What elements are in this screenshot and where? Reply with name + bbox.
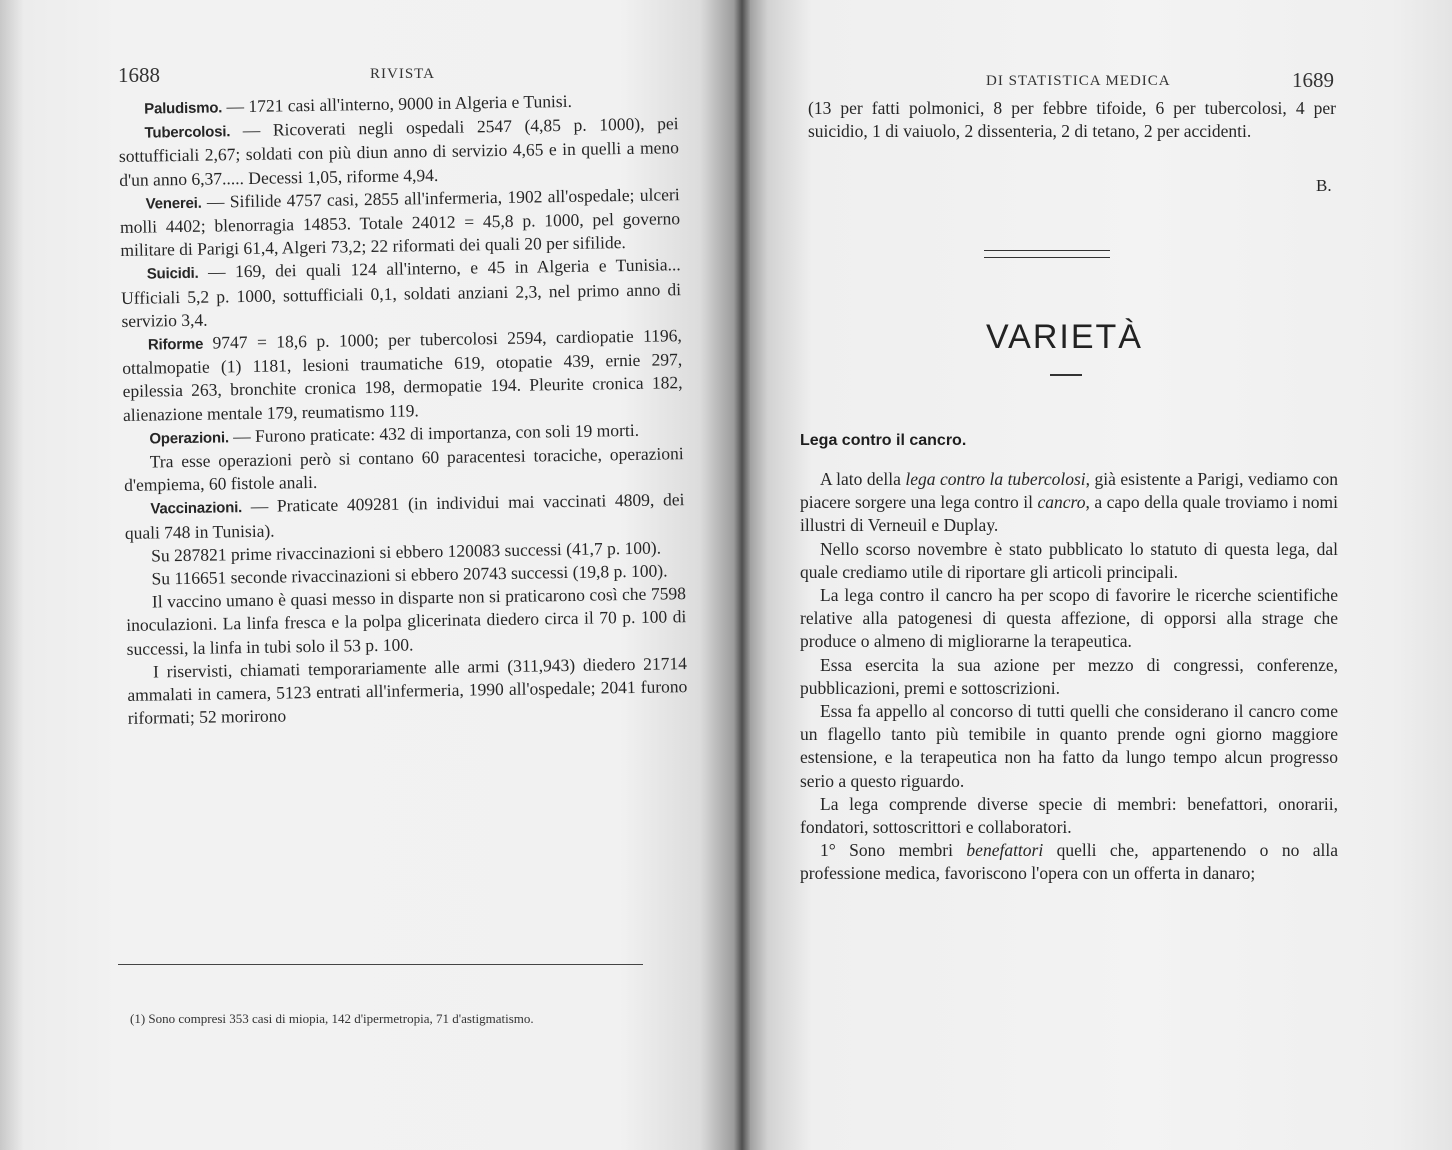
paragraph-text: — Furono praticate: 432 di importanza, con soli 19 morti. [228,419,640,447]
paragraph-text: 9747 = 18,6 p. 1000; per tubercolosi 2594, cardiopatie 1196, ottalmopatie (1) 1181, lesioni traumatiche 619, otopatie 439, ernie 297, epilessia 263, bronchite cronica 198, dermopatie 194. Pleurite cronica 182, alienazione mentale 179, reumatismo 119. [122,325,683,425]
paragraph-label: Vaccinazioni. [150,499,243,518]
paragraph-label: Tubercolosi. [144,123,231,142]
paragraph-text: — 1721 casi all'interno, 9000 in Algeria e Tunisi. [222,90,573,117]
right-continuation-text [808,97,1336,143]
section-title: VARIETÀ [986,318,1143,356]
running-head-left: RIVISTA [370,66,435,82]
paragraph [800,468,1338,538]
paragraph-text: — Sifilide 4757 casi, 2855 all'infermeria, 1902 all'ospedale; ulceri molli 4402; blenorragia 14853. Totale 24012 = 45,8 p. 1000, pel governo militare di Parigi 61,4, Algeri 73,2; 22 riformati dei quali 20 per sifilide. [119,184,681,261]
footnote-rule [118,964,643,965]
text-run: , già esistente a Parigi, vediamo con piacere sorgere una lega contro il [800,469,1339,513]
running-head-right: DI STATISTICA MEDICA [986,73,1171,89]
italic-run: cancro [1037,492,1086,513]
continuation-paragraph: (13 per fatti polmonici, 8 per febbre tifoide, 6 per tubercolosi, 4 per suicidio, 1 di vaiuolo, 2 dissenteria, 2 di tetano, 2 per accidenti. [808,98,1336,142]
title-underline [1050,374,1082,376]
paragraph [800,839,1338,885]
author-signoff: B. [1316,176,1332,195]
subsection-title: Lega contro il cancro. [800,432,967,449]
paragraph-label: Paludismo. [144,99,223,118]
paragraph-text-block: Il vaccino umano è quasi messo in disparte non si praticarono così che 7598 inoculazioni. La linfa fresca e la polpa glicerinata diedero circa il 70 p. 100 di successi, la linfa in tubi solo il 53 p. 100. [126,583,687,659]
left-body-text [118,88,688,730]
paragraph: Essa esercita la sua azione per mezzo di congressi, conferenze, pubblicazioni, premi e sottoscrizioni. [800,654,1338,698]
paragraph-text: — Praticate 409281 (in individui mai vaccinati 4809, dei quali 748 in Tunisia). [124,489,685,543]
paragraph-label: Riforme [147,335,204,354]
paragraph-text-block: I riservisti, chiamati temporariamente alle armi (311,943) diedero 21714 ammalati in camera, 5123 entrati all'infermeria, 1990 all'ospedale; 2041 furono riformati; 52 morirono [127,653,688,729]
right-body-text [800,468,1338,886]
text-run: 1° Sono membri [820,840,967,861]
paragraph-label: Operazioni. [149,429,229,448]
section-divider [984,250,1110,258]
paragraph: Essa fa appello al concorso di tutti quelli che considerano il cancro come un flagello tanto più temibile in quanto prende ogni giorno maggiore estensione, e la terapeutica non ha fatto da lungo tempo alcun progresso serio a questo riguardo. [800,701,1338,791]
paragraph-text: — 169, dei quali 124 all'interno, e 45 in Algeria e Tunisia... Ufficiali 5,2 p. 1000, sottufficiali 0,1, soldati anziani 2,3, nel primo anno di servizio 3,4. [120,254,682,331]
paragraph: Nello scorso novembre è stato pubblicato lo statuto di questa lega, dal quale crediamo utile di riportare gli articoli principali. [800,538,1338,582]
paragraph: La lega contro il cancro ha per scopo di favorire le ricerche scientifiche relative alla patogenesi di questa affezione, di opporsi alla strage che produce o almeno di migliorarne la terapeutica. [800,585,1338,652]
footnote: (1) Sono compresi 353 casi di miopia, 142 d'ipermetropia, 71 d'astigmatismo. [130,1011,534,1026]
paragraph-label: Venerei. [145,194,202,213]
paragraph-text-block: Su 116651 seconde rivaccinazioni si ebbero 20743 successi (19,8 p. 100). [151,560,668,589]
book-gutter [734,0,750,1150]
paragraph-venerei [119,183,680,262]
italic-run: benefattori [966,840,1044,861]
paragraph-text-block: Su 287821 prime rivaccinazioni si ebbero 120083 successi (41,7 p. 100). [151,537,662,566]
text-run: quelli che, appartenendo o no alla professione medica, favoriscono l'opera con un offerta in danaro; [800,840,1338,884]
paragraph: La lega comprende diverse specie di membri: benefattori, onorarii, fondatori, sottoscrittori e collaboratori. [800,793,1338,838]
paragraph-tubercolosi [118,112,679,191]
paragraph-riforme [122,324,683,427]
paragraph-label: Suicidi. [146,265,199,283]
text-run: , a capo della quale troviamo i nomi illustri di Verneuil e Duplay. [800,492,1338,536]
page-number-left: 1688 [118,63,160,87]
paragraph-suicidi [121,254,682,333]
paragraph-text: — Ricoverati negli ospedali 2547 (4,85 p. 1000), pei sottufficiali 2,67; soldati con più diun anno di servizio 4,65 e in quelli a meno d'un anno 6,37..... Decessi 1,05, riforme 4,94. [118,113,680,190]
text-run: A lato della [820,469,906,489]
italic-run: lega contro la tubercolosi [905,469,1086,489]
page-number-right: 1689 [1292,68,1334,92]
paragraph-text-block: Tra esse operazioni però si contano 60 paracentesi toraciche, operazioni d'empiema, 60 fistole anali. [123,443,684,496]
